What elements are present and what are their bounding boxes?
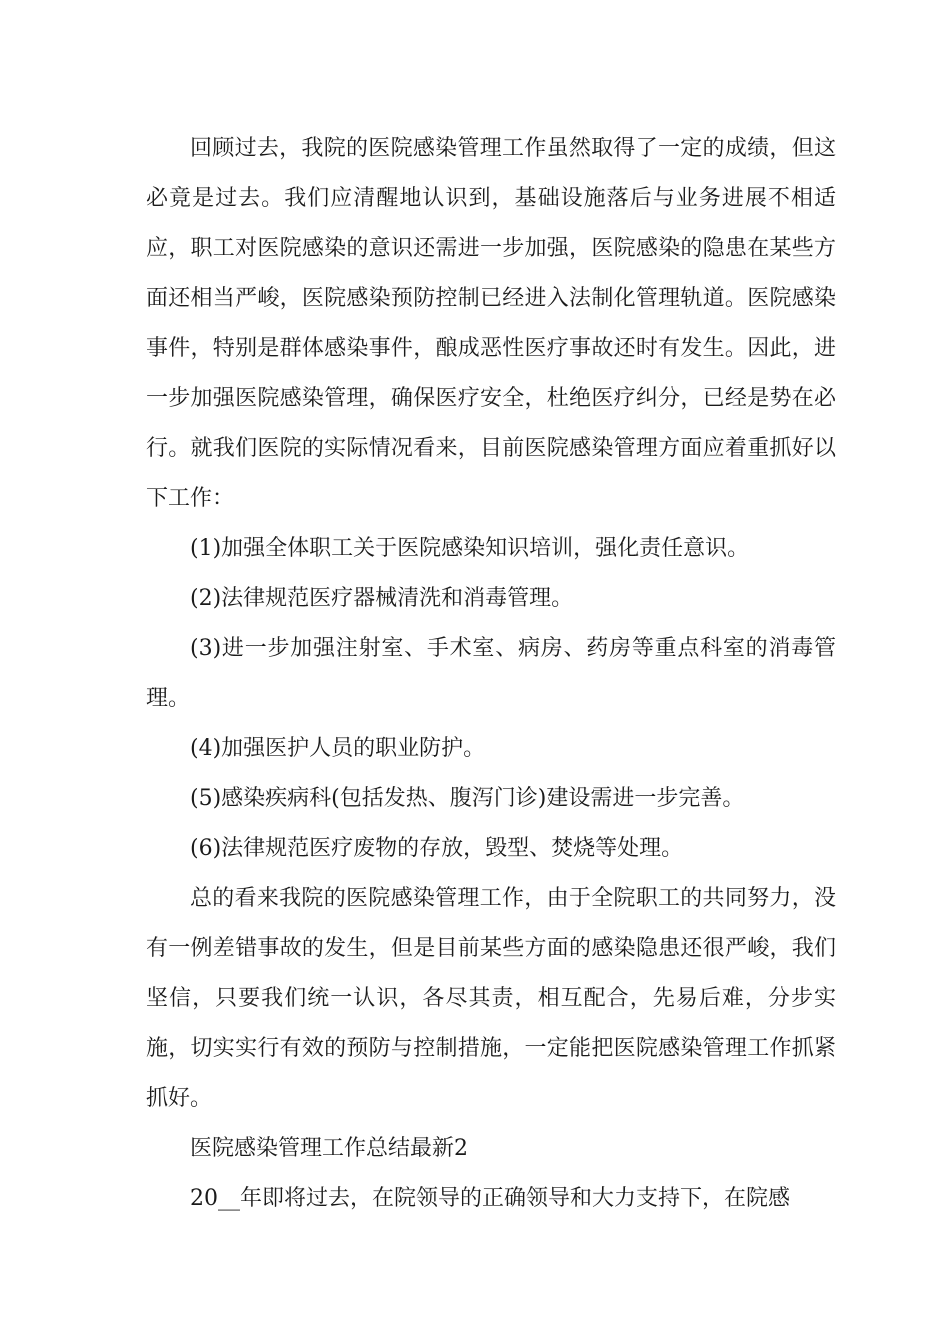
paragraph-review: 回顾过去，我院的医院感染管理工作虽然取得了一定的成绩，但这必竟是过去。我们应清醒地认识到，基础设施落后与业务进展不相适应，职工对医院感染的意识还需进一步加强，医院感染的隐患在某些方面还相当严峻，医院感染预防控制已经进入法制化管理轨道。医院感染事件，特别是群体感染事件，酿成恶性医疗事故还时有发生。因此，进一步加强医院感染管理，确保医疗安全，杜绝医疗纠分，已经是势在必行。就我们医院的实际情况看来，目前医院感染管理方面应着重抓好以下工作： bbox=[146, 136, 836, 511]
document-body bbox=[146, 124, 836, 1224]
paragraph-conclusion: 总的看来我院的医院感染管理工作，由于全院职工的共同努力，没有一例差错事故的发生，但是目前某些方面的感染隐患还很严峻，我们坚信，只要我们统一认识，各尽其责，相互配合，先易后难，分步实施，切实实行有效的预防与控制措施，一定能把医院感染管理工作抓紧抓好。 bbox=[146, 886, 836, 1111]
list-item-5: (5)感染疾病科(包括发热、腹泻门诊)建设需进一步完善。 bbox=[190, 786, 745, 811]
list-item-1: (1)加强全体职工关于医院感染知识培训，强化责任意识。 bbox=[190, 536, 750, 561]
section-heading: 医院感染管理工作总结最新2 bbox=[190, 1136, 468, 1161]
list-item-4: (4)加强医护人员的职业防护。 bbox=[190, 736, 486, 761]
list-item-2: (2)法律规范医疗器械清洗和消毒管理。 bbox=[190, 586, 574, 611]
paragraph-intro-2: 20__年即将过去，在院领导的正确领导和大力支持下，在院感 bbox=[190, 1186, 790, 1211]
list-item-3: (3)进一步加强注射室、手术室、病房、药房等重点科室的消毒管理。 bbox=[146, 636, 836, 711]
list-item-6: (6)法律规范医疗废物的存放，毁型、焚烧等处理。 bbox=[190, 836, 684, 861]
